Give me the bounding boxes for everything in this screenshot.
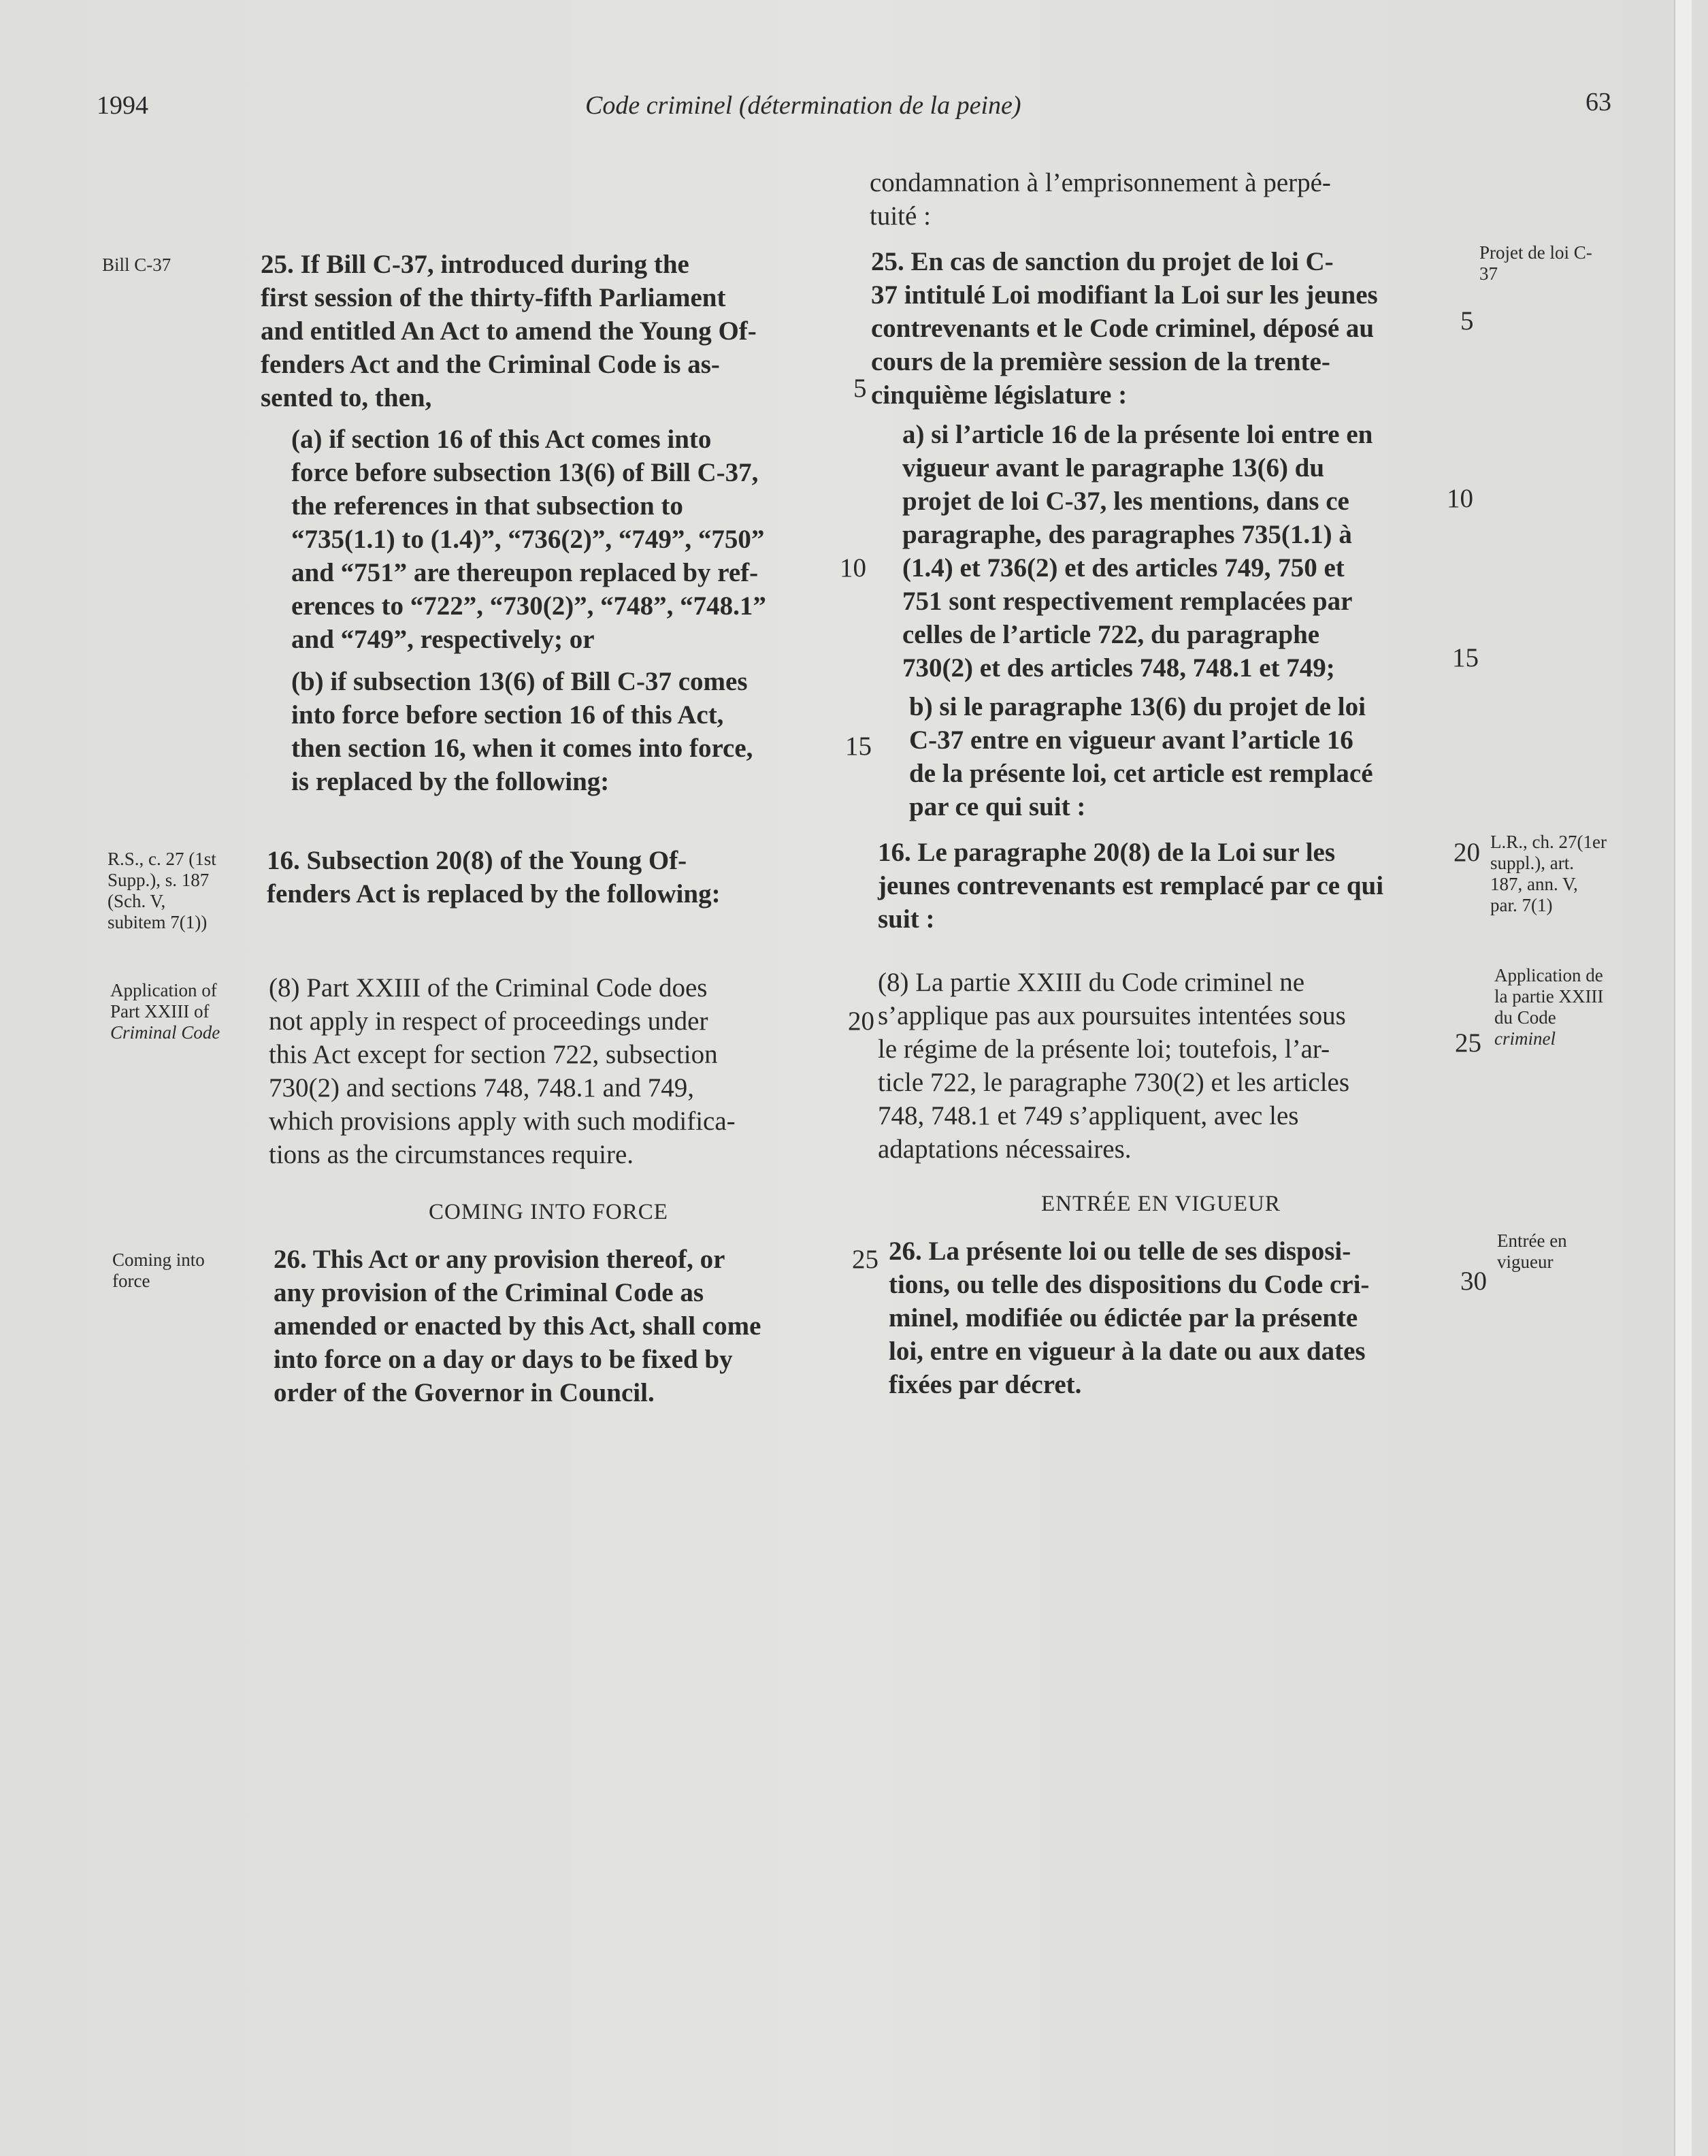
text-line: vigueur avant le paragraphe 13(6) du <box>902 453 1325 483</box>
text-line: condamnation à l’emprisonnement à perpé- <box>870 168 1331 197</box>
text-line: fixées par décret. <box>889 1370 1082 1399</box>
text-line: force before subsection 13(6) of Bill C-37, <box>291 458 759 487</box>
text-line: 26. La présente loi ou telle de ses disposi- <box>889 1237 1351 1266</box>
en-subsection-16-8 <box>269 971 834 1171</box>
line-number: 20 <box>1454 838 1480 867</box>
margin-note-rs <box>108 849 216 933</box>
line-number: 30 <box>1460 1267 1487 1296</box>
text-line: sented to, then, <box>261 383 432 412</box>
margin-note-coming-into-force <box>112 1250 205 1292</box>
text-line: tions as the circumstances require. <box>269 1140 634 1169</box>
text-line: not apply in respect of proceedings under <box>269 1007 708 1036</box>
text-line: and entitled An Act to amend the Young Of- <box>261 316 757 346</box>
line-number: 10 <box>840 553 866 583</box>
fr-subsection-16-8 <box>878 966 1453 1166</box>
en-section-25b <box>291 665 832 798</box>
text-line: cours de la première session de la trente- <box>871 347 1330 376</box>
text-line: s’applique pas aux poursuites intentées sous <box>878 1001 1346 1030</box>
margin-note-bill: Bill C-37 <box>102 255 171 275</box>
text-line: L.R., ch. 27(1er <box>1490 832 1607 852</box>
text-line: par ce qui suit : <box>909 792 1086 821</box>
text-line: “735(1.1) to (1.4)”, “736(2)”, “749”, “750” <box>291 525 765 554</box>
text-line: la partie XXIII <box>1494 986 1604 1007</box>
margin-note-lr <box>1490 832 1607 916</box>
text-line: adaptations nécessaires. <box>878 1134 1132 1164</box>
text-line: C-37 entre en vigueur avant l’article 16 <box>909 725 1353 755</box>
text-line: vigueur <box>1497 1252 1554 1272</box>
text-line: celles de l’article 722, du paragraphe <box>902 620 1320 649</box>
text-line: tuité : <box>870 201 931 231</box>
line-number: 25 <box>852 1245 878 1274</box>
en-section-26 <box>274 1243 845 1409</box>
text-line: suppl.), art. <box>1490 853 1574 873</box>
text-line: b) si le paragraphe 13(6) du projet de loi <box>909 692 1366 721</box>
text-line: cinquième législature : <box>871 380 1128 410</box>
fr-section-25a <box>902 418 1443 685</box>
text-line: Criminal Code <box>110 1022 220 1043</box>
text-line: paragraphe, des paragraphes 735(1.1) à <box>902 520 1352 549</box>
text-line: de la présente loi, cet article est remplacé <box>909 759 1373 788</box>
text-line: fenders Act and the Criminal Code is as- <box>261 350 720 379</box>
text-line: Application of <box>110 980 217 1000</box>
line-number: 10 <box>1447 484 1473 513</box>
text-line: 16. Le paragraphe 20(8) de la Loi sur les <box>878 838 1336 867</box>
text-line: subitem 7(1)) <box>108 912 208 932</box>
fr-entree-en-vigueur-heading: ENTRÉE EN VIGUEUR <box>1041 1192 1281 1216</box>
fr-section-16 <box>878 836 1449 936</box>
text-line: du Code <box>1494 1007 1556 1028</box>
text-line: criminel <box>1494 1028 1556 1049</box>
text-line: 25. If Bill C-37, introduced during the <box>261 250 689 279</box>
text-line: (8) La partie XXIII du Code criminel ne <box>878 968 1305 997</box>
text-line: ticle 722, le paragraphe 730(2) et les articles <box>878 1068 1350 1097</box>
text-line: is replaced by the following: <box>291 767 610 796</box>
line-number: 15 <box>1452 643 1479 672</box>
text-line: and “751” are thereupon replaced by ref- <box>291 558 759 587</box>
text-line: (Sch. V, <box>108 891 166 911</box>
text-line: (8) Part XXIII of the Criminal Code does <box>269 973 708 1002</box>
en-section-25 <box>261 248 829 414</box>
text-line: which provisions apply with such modifica- <box>269 1107 736 1136</box>
text-line: projet de loi C-37, les mentions, dans ce <box>902 487 1349 516</box>
text-line: par. 7(1) <box>1490 895 1553 915</box>
text-line: into force on a day or days to be fixed by <box>274 1345 733 1374</box>
fr-section-25b <box>909 690 1447 823</box>
text-line: contrevenants et le Code criminel, déposé au <box>871 314 1375 343</box>
line-number: 20 <box>848 1007 874 1036</box>
text-line: suit : <box>878 904 935 934</box>
text-line: any provision of the Criminal Code as <box>274 1278 704 1307</box>
text-line: loi, entre en vigueur à la date ou aux dates <box>889 1337 1366 1366</box>
text-line: a) si l’article 16 de la présente loi entre en <box>902 420 1373 449</box>
text-line: tions, ou telle des dispositions du Code cri- <box>889 1270 1370 1299</box>
text-line: 730(2) and sections 748, 748.1 and 749, <box>269 1073 694 1102</box>
text-line: 187, ann. V, <box>1490 874 1578 894</box>
fr-section-25 <box>871 245 1439 412</box>
text-line: minel, modifiée ou édictée par la présente <box>889 1303 1358 1333</box>
en-section-25a <box>291 423 832 656</box>
text-line: Coming into <box>112 1250 205 1270</box>
text-line: fenders Act is replaced by the following: <box>267 879 721 909</box>
text-line: into force before section 16 of this Act, <box>291 700 724 730</box>
line-number: 5 <box>853 374 867 403</box>
en-section-16 <box>267 844 830 911</box>
text-line: le régime de la présente loi; toutefois, l’ar- <box>878 1034 1330 1064</box>
line-number: 15 <box>845 732 872 761</box>
text-line: jeunes contrevenants est remplacé par ce qui <box>878 871 1384 900</box>
fr-top-continuation <box>870 166 1434 233</box>
text-line: (b) if subsection 13(6) of Bill C-37 comes <box>291 667 748 696</box>
fr-section-26 <box>889 1235 1457 1401</box>
text-line: 16. Subsection 20(8) of the Young Of- <box>267 846 687 875</box>
text-line: Entrée en <box>1497 1230 1567 1251</box>
margin-note-application <box>110 980 220 1043</box>
text-line: force <box>112 1271 150 1291</box>
text-line: (a) if section 16 of this Act comes into <box>291 425 712 454</box>
line-number: 5 <box>1460 306 1474 336</box>
text-line: erences to “722”, “730(2)”, “748”, “748.1” <box>291 591 766 621</box>
text-line: 37 <box>1479 263 1498 284</box>
text-line: Part XXIII of <box>110 1001 210 1022</box>
text-line: this Act except for section 722, subsection <box>269 1040 718 1069</box>
text-line: order of the Governor in Council. <box>274 1378 655 1407</box>
text-line: and “749”, respectively; or <box>291 625 595 654</box>
text-line: 26. This Act or any provision thereof, or <box>274 1245 725 1274</box>
margin-note-entree-en-vigueur <box>1497 1230 1567 1273</box>
line-number: 25 <box>1455 1028 1481 1058</box>
header-title: Code criminel (détermination de la peine) <box>585 91 1021 120</box>
text-line: 751 sont respectivement remplacées par <box>902 587 1353 616</box>
text-line: 37 intitulé Loi modifiant la Loi sur les jeunes <box>871 280 1378 310</box>
margin-note-projet <box>1479 242 1592 284</box>
text-line: then section 16, when it comes into force, <box>291 734 753 763</box>
text-line: 748, 748.1 et 749 s’appliquent, avec les <box>878 1101 1299 1130</box>
text-line: Supp.), s. 187 <box>108 870 210 890</box>
margin-note-application-fr <box>1494 965 1603 1049</box>
en-coming-into-force-heading: COMING INTO FORCE <box>429 1200 668 1224</box>
text-line: Application de <box>1494 965 1603 985</box>
text-line: the references in that subsection to <box>291 491 683 521</box>
text-line: first session of the thirty-fifth Parliament <box>261 283 726 312</box>
text-line: amended or enacted by this Act, shall come <box>274 1311 761 1341</box>
text-line: Projet de loi C- <box>1479 242 1592 263</box>
page-edge <box>1674 0 1692 2156</box>
text-line: 25. En cas de sanction du projet de loi C- <box>871 247 1334 276</box>
header-year: 1994 <box>97 91 148 120</box>
text-line: 730(2) et des articles 748, 748.1 et 749; <box>902 653 1335 683</box>
text-line: (1.4) et 736(2) et des articles 749, 750 et <box>902 553 1345 583</box>
text-line: R.S., c. 27 (1st <box>108 849 216 869</box>
page-number: 63 <box>1586 88 1611 116</box>
